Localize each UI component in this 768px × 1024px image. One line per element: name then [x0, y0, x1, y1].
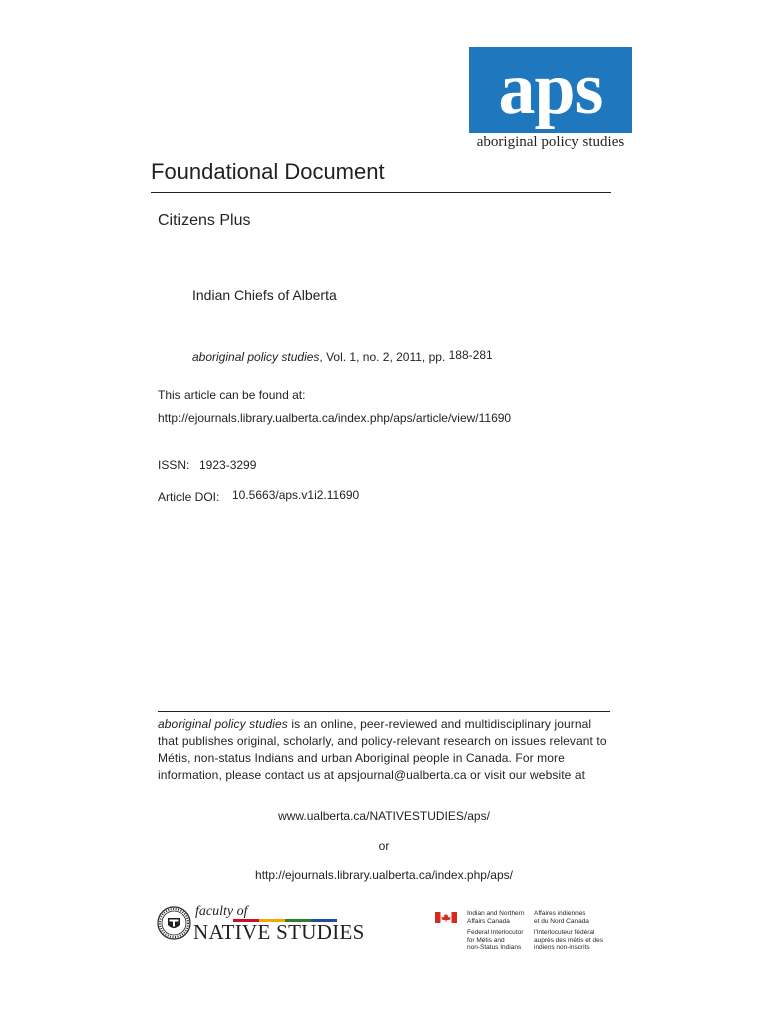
native-studies-text: NATIVE STUDIES [193, 920, 365, 944]
citation-pages: 188-281 [448, 348, 493, 362]
gov-line: indiens non-inscrits [534, 944, 590, 951]
gov-line: Indian and Northern [467, 910, 525, 917]
or-separator: or [378, 839, 390, 853]
article-url-link[interactable]: http://ejournals.library.ualberta.ca/index.php/aps/article/view/11690 [158, 411, 512, 425]
gov-line: for Métis and [467, 936, 505, 944]
issn-value: 1923-3299 [199, 458, 257, 472]
about-text: is an online, peer-reviewed and multidisciplinary journal that publishes original, scholarly, and policy-relevant research on issues relevant to Métis, non-status Indians and urban Aboriginal people in Canada. For more information, please contact us at apsjournal@ualberta.ca or visit our website at [158, 717, 607, 782]
doi-label: Article DOI: [158, 490, 220, 504]
gov-dept-french [534, 910, 589, 925]
aps-logo-tagline: aboriginal policy studies [476, 134, 625, 150]
gov-line: l'Interlocuteur fédéral [534, 929, 595, 936]
document-type-heading: Foundational Document [151, 159, 385, 184]
gov-line: Affairs Canada [467, 917, 510, 925]
article-author: Indian Chiefs of Alberta [192, 287, 337, 303]
gov-line: et du Nord Canada [534, 917, 589, 925]
doi-value: 10.5663/aps.v1i2.11690 [232, 488, 360, 502]
journal-description [158, 716, 614, 784]
website-link[interactable]: www.ualberta.ca/NATIVESTUDIES/aps/ [278, 809, 490, 823]
gov-interlocutor-english [467, 929, 523, 952]
gov-line: Affaires indiennes [534, 910, 586, 917]
citation-details: , Vol. 1, no. 2, 2011, pp. [319, 350, 446, 364]
university-seal-icon [157, 906, 191, 940]
gov-line: Federal Interlocutor [467, 929, 524, 936]
top-divider [151, 192, 611, 193]
gov-line: auprès des métis et des [534, 936, 604, 944]
gov-line: non-Status Indians [467, 944, 522, 951]
about-journal-name: aboriginal policy studies [158, 717, 288, 731]
citation-journal: aboriginal policy studies [192, 350, 320, 364]
faculty-of-text: faculty of [195, 904, 248, 919]
found-at-label: This article can be found at: [158, 388, 306, 402]
canada-flag-icon [435, 912, 457, 923]
gov-interlocutor-french [534, 929, 603, 952]
citation [192, 350, 493, 364]
gov-dept-english [467, 910, 524, 925]
bottom-divider [158, 711, 610, 712]
article-title: Citizens Plus [158, 212, 251, 229]
issn-label: ISSN: [158, 458, 190, 472]
aps-logo-letters: aps [498, 48, 603, 130]
ojs-link[interactable]: http://ejournals.library.ualberta.ca/index.php/aps/ [255, 868, 513, 882]
